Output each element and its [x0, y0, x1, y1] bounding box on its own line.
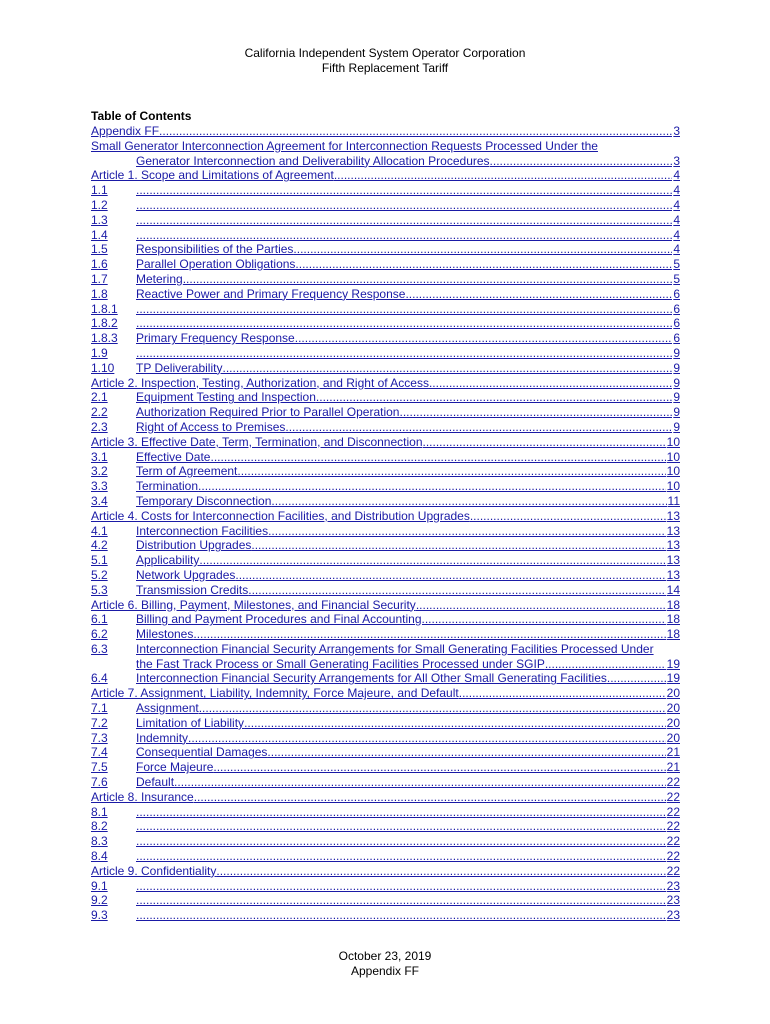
table-of-contents — [91, 124, 680, 923]
toc-entry-page[interactable]: 6 — [673, 301, 680, 316]
toc-entry[interactable] — [91, 819, 680, 834]
toc-entry-number[interactable]: 3.4 — [91, 493, 108, 508]
toc-entry-page[interactable]: 21 — [666, 745, 680, 760]
toc-entry-number[interactable]: 7.6 — [91, 775, 108, 790]
toc-entry[interactable] — [91, 642, 680, 657]
toc-entry-leader — [136, 198, 672, 213]
toc-entry-leader — [416, 598, 666, 613]
toc-entry-title[interactable]: Interconnection Facilities — [136, 523, 269, 538]
toc-entry-number[interactable]: 9.2 — [91, 893, 108, 908]
toc-entry-title[interactable]: Billing and Payment Procedures and Final Accounting — [136, 612, 422, 627]
toc-entry-title[interactable]: Indemnity — [136, 730, 189, 745]
toc-entry-leader — [216, 864, 665, 879]
toc-entry-leader — [136, 908, 666, 923]
toc-entry[interactable] — [91, 612, 680, 627]
toc-entry-title[interactable]: Article 6. Billing, Payment, Milestones, and Financial Security — [91, 597, 416, 612]
toc-entry-page[interactable]: 18 — [666, 612, 680, 627]
toc-entry-number[interactable]: 7.1 — [91, 701, 108, 716]
toc-entry-leader — [136, 819, 666, 834]
toc-entry[interactable] — [91, 775, 680, 790]
toc-entry-page[interactable]: 5 — [673, 257, 680, 272]
toc-entry-leader — [334, 168, 673, 183]
toc-entry-title[interactable]: Applicability — [136, 553, 200, 568]
toc-entry[interactable] — [91, 879, 680, 894]
toc-entry[interactable] — [91, 450, 680, 465]
toc-entry-leader — [399, 405, 672, 420]
toc-entry-number[interactable]: 6.1 — [91, 612, 108, 627]
toc-entry-number[interactable]: 2.2 — [91, 405, 108, 420]
toc-entry-number[interactable]: 3.2 — [91, 464, 108, 479]
toc-entry-page[interactable]: 10 — [666, 479, 680, 494]
toc-entry-number[interactable]: 1.3 — [91, 212, 108, 227]
toc-entry-page[interactable]: 13 — [666, 538, 680, 553]
toc-entry-page[interactable]: 6 — [673, 316, 680, 331]
toc-entry-leader — [183, 272, 673, 287]
toc-entry-page[interactable]: 22 — [666, 863, 680, 878]
toc-entry-page[interactable]: 3 — [673, 153, 680, 168]
toc-entry-leader — [136, 316, 672, 331]
toc-entry-leader — [136, 879, 666, 894]
toc-entry-page[interactable]: 10 — [666, 434, 680, 449]
toc-entry[interactable] — [91, 124, 680, 139]
toc-entry-page[interactable]: 22 — [666, 804, 680, 819]
toc-entry-page[interactable]: 19 — [666, 671, 680, 686]
toc-entry[interactable] — [91, 405, 680, 420]
toc-entry[interactable] — [91, 228, 680, 243]
toc-entry-number[interactable]: 7.5 — [91, 760, 108, 775]
toc-entry-title[interactable]: Interconnection Financial Security Arrangements for All Other Small Generating Facilities — [136, 671, 607, 686]
toc-entry-page[interactable]: 19 — [666, 656, 680, 671]
toc-entry-number[interactable]: 1.6 — [91, 257, 108, 272]
toc-entry-page[interactable]: 23 — [666, 908, 680, 923]
toc-entry[interactable] — [91, 568, 680, 583]
footer-date: October 23, 2019 — [338, 949, 432, 963]
page-header — [0, 46, 770, 76]
toc-entry[interactable] — [91, 686, 680, 701]
toc-entry-number[interactable]: 1.10 — [91, 360, 115, 375]
footer-label: Appendix FF — [350, 964, 420, 978]
toc-entry-page[interactable]: 4 — [673, 197, 680, 212]
toc-entry[interactable] — [91, 494, 680, 509]
toc-entry-page[interactable]: 20 — [666, 715, 680, 730]
toc-entry-page[interactable]: 4 — [673, 242, 680, 257]
toc-entry-number[interactable]: 7.4 — [91, 745, 108, 760]
toc-entry-title[interactable]: Reactive Power and Primary Frequency Response — [136, 286, 406, 301]
toc-entry-title[interactable]: Generator Interconnection and Deliverability Allocation Procedures — [136, 153, 490, 168]
toc-entry-leader — [405, 287, 672, 302]
toc-entry-number[interactable]: 6.3 — [91, 641, 108, 656]
toc-entry-page[interactable]: 13 — [666, 508, 680, 523]
toc-entry-page[interactable]: 18 — [666, 597, 680, 612]
toc-entry-leader — [470, 509, 666, 524]
toc-entry-page[interactable]: 20 — [666, 730, 680, 745]
toc-entry[interactable] — [91, 183, 680, 198]
toc-entry-page[interactable]: 4 — [673, 183, 680, 198]
toc-entry-title[interactable]: Small Generator Interconnection Agreement for Interconnection Requests Processed Under the — [91, 138, 598, 153]
toc-entry-title[interactable]: Article 7. Assignment, Liability, Indemnity, Force Majeure, and Default — [91, 686, 459, 701]
toc-entry-number[interactable]: 1.8.3 — [91, 331, 118, 346]
toc-entry-page[interactable]: 23 — [666, 878, 680, 893]
toc-entry-page[interactable]: 23 — [666, 893, 680, 908]
toc-entry-page[interactable]: 6 — [673, 286, 680, 301]
toc-entry-title[interactable]: Article 4. Costs for Interconnection Facilities, and Distribution Upgrades — [91, 508, 470, 523]
toc-entry-number[interactable]: 3.1 — [91, 449, 108, 464]
toc-entry-leader — [237, 464, 665, 479]
toc-entry-title[interactable]: Responsibilities of the Parties — [136, 242, 294, 257]
toc-entry[interactable] — [91, 701, 680, 716]
toc-entry[interactable] — [91, 331, 680, 346]
toc-entry-number[interactable]: 3.3 — [91, 479, 108, 494]
toc-entry-title[interactable]: Primary Frequency Response. — [136, 331, 299, 346]
toc-entry-leader — [285, 420, 672, 435]
toc-entry-number[interactable]: 5.1 — [91, 553, 108, 568]
toc-entry[interactable] — [91, 805, 680, 820]
toc-entry-title[interactable]: Article 9. Confidentiality — [91, 863, 217, 878]
toc-entry[interactable] — [91, 760, 680, 775]
toc-entry-leader — [194, 790, 666, 805]
toc-entry[interactable] — [91, 346, 680, 361]
toc-entry-leader — [267, 745, 665, 760]
toc-entry[interactable] — [91, 731, 680, 746]
toc-entry-title[interactable]: Effective Date — [136, 449, 211, 464]
toc-entry-page[interactable]: 6 — [673, 331, 680, 346]
toc-entry-title[interactable]: Limitation of Liability — [136, 715, 245, 730]
toc-entry-number[interactable]: 7.2 — [91, 715, 108, 730]
toc-entry-title[interactable]: Equipment Testing and Inspection — [136, 390, 316, 405]
toc-entry-leader — [136, 183, 672, 198]
toc-entry-number[interactable]: 9.3 — [91, 908, 108, 923]
toc-entry-title[interactable]: Article 3. Effective Date, Term, Termination, and Disconnection — [91, 434, 423, 449]
toc-entry-leader — [429, 376, 672, 391]
toc-entry[interactable] — [91, 479, 680, 494]
toc-entry-leader — [251, 538, 665, 553]
toc-entry-title[interactable]: Default — [136, 775, 175, 790]
toc-entry-number[interactable]: 1.8 — [91, 286, 108, 301]
toc-entry[interactable] — [91, 524, 680, 539]
toc-entry-number[interactable]: 1.5 — [91, 242, 108, 257]
toc-entry-title[interactable]: Metering — [136, 271, 183, 286]
toc-entry[interactable] — [91, 376, 680, 391]
toc-entry-leader — [188, 731, 666, 746]
toc-entry-leader — [244, 716, 666, 731]
toc-entry[interactable] — [91, 583, 680, 598]
toc-entry[interactable] — [91, 864, 680, 879]
toc-entry-title[interactable]: Article 1. Scope and Limitations of Agreement — [91, 168, 334, 183]
toc-entry-number[interactable]: 1.4 — [91, 227, 108, 242]
toc-entry-page[interactable]: 9 — [673, 360, 680, 375]
toc-entry-page[interactable]: 18 — [666, 627, 680, 642]
toc-entry-title[interactable]: Interconnection Financial Security Arrangements for Small Generating Facilities Processed Under — [136, 641, 654, 656]
toc-entry-leader — [136, 228, 672, 243]
toc-entry-leader — [235, 568, 665, 583]
toc-entry-page[interactable]: 10 — [666, 449, 680, 464]
toc-entry[interactable] — [91, 272, 680, 287]
toc-entry-number[interactable]: 1.2 — [91, 197, 108, 212]
toc-entry-leader — [198, 479, 666, 494]
toc-entry-page[interactable]: 9 — [673, 345, 680, 360]
toc-entry-leader — [136, 346, 672, 361]
toc-entry[interactable] — [91, 834, 680, 849]
toc-entry-page[interactable]: 4 — [673, 168, 680, 183]
toc-entry[interactable] — [91, 435, 680, 450]
toc-entry-number[interactable]: 2.3 — [91, 419, 108, 434]
toc-entry[interactable] — [91, 745, 680, 760]
toc-entry-title[interactable]: Term of Agreement — [136, 464, 238, 479]
toc-entry-number[interactable]: 8.4 — [91, 849, 108, 864]
toc-entry[interactable] — [91, 849, 680, 864]
toc-entry-number[interactable]: 8.2 — [91, 819, 108, 834]
toc-entry-page[interactable]: 5 — [673, 271, 680, 286]
toc-entry-leader — [607, 671, 666, 686]
toc-entry-page[interactable]: 22 — [666, 819, 680, 834]
toc-entry[interactable] — [91, 598, 680, 613]
toc-entry-page[interactable]: 9 — [673, 390, 680, 405]
toc-entry-number[interactable]: 2.1 — [91, 390, 108, 405]
toc-entry-title[interactable]: Force Majeure — [136, 760, 214, 775]
toc-entry-leader — [545, 657, 666, 672]
toc-entry-number[interactable]: 8.3 — [91, 834, 108, 849]
toc-heading: Table of Contents — [91, 109, 192, 123]
toc-entry-number[interactable]: 8.1 — [91, 804, 108, 819]
toc-entry-title[interactable]: Network Upgrades — [136, 567, 236, 582]
toc-entry-page[interactable]: 13 — [666, 553, 680, 568]
toc-entry[interactable] — [91, 627, 680, 642]
toc-entry-title[interactable]: Termination — [136, 479, 199, 494]
toc-entry-page[interactable]: 3 — [673, 124, 680, 138]
toc-entry-page[interactable]: 22 — [666, 834, 680, 849]
toc-entry-title[interactable]: Distribution Upgrades — [136, 538, 252, 553]
toc-entry-page[interactable]: 21 — [666, 760, 680, 775]
toc-entry[interactable] — [91, 198, 680, 213]
toc-entry-leader — [423, 435, 666, 450]
toc-entry-leader — [248, 583, 665, 598]
toc-entry[interactable] — [91, 316, 680, 331]
toc-entry[interactable] — [91, 257, 680, 272]
toc-entry-page[interactable]: 22 — [666, 775, 680, 790]
toc-entry[interactable] — [91, 716, 680, 731]
toc-entry[interactable] — [91, 657, 680, 672]
toc-entry[interactable] — [91, 893, 680, 908]
toc-entry[interactable] — [91, 242, 680, 257]
toc-entry[interactable] — [91, 538, 680, 553]
toc-entry-leader — [174, 775, 666, 790]
toc-entry[interactable] — [91, 790, 680, 805]
toc-entry-title[interactable]: Temporary Disconnection — [136, 493, 272, 508]
toc-entry[interactable] — [91, 671, 680, 686]
toc-entry-title[interactable]: Appendix FF — [91, 124, 160, 138]
toc-entry-title[interactable]: Assignment — [136, 701, 199, 716]
toc-entry-page[interactable]: 9 — [673, 419, 680, 434]
toc-entry-leader — [159, 124, 672, 139]
toc-entry-leader — [316, 390, 672, 405]
toc-entry-page[interactable]: 9 — [673, 375, 680, 390]
toc-entry-number[interactable]: 1.8.1 — [91, 301, 118, 316]
toc-entry-number[interactable]: 4.1 — [91, 523, 108, 538]
toc-entry-number[interactable]: 5.3 — [91, 582, 108, 597]
toc-entry-number[interactable]: 4.2 — [91, 538, 108, 553]
toc-entry[interactable] — [91, 509, 680, 524]
toc-entry-leader — [199, 701, 666, 716]
toc-entry-leader — [271, 494, 666, 509]
toc-entry-leader — [293, 242, 672, 257]
toc-entry[interactable] — [91, 908, 680, 923]
toc-entry-leader — [268, 524, 666, 539]
toc-entry-leader — [136, 893, 666, 908]
toc-entry-page[interactable]: 10 — [666, 464, 680, 479]
toc-entry-title[interactable]: Authorization Required Prior to Parallel Operation — [136, 405, 400, 420]
toc-entry-leader — [136, 849, 666, 864]
toc-entry-number[interactable]: 5.2 — [91, 567, 108, 582]
toc-entry-page[interactable]: 22 — [666, 849, 680, 864]
toc-entry-number[interactable]: 1.7 — [91, 271, 108, 286]
toc-entry-leader — [136, 213, 672, 228]
toc-entry[interactable] — [91, 553, 680, 568]
toc-entry[interactable] — [91, 213, 680, 228]
page-footer — [0, 949, 770, 979]
toc-entry-leader — [459, 686, 666, 701]
toc-entry-leader — [199, 553, 665, 568]
header-organization: California Independent System Operator Corporation — [244, 46, 526, 60]
toc-entry-page[interactable]: 4 — [673, 212, 680, 227]
toc-entry-page[interactable]: 13 — [666, 567, 680, 582]
toc-entry-title[interactable]: the Fast Track Process or Small Generating Facilities Processed under SGIP — [136, 656, 545, 671]
toc-entry-number[interactable]: 9.1 — [91, 878, 108, 893]
toc-entry[interactable] — [91, 168, 680, 183]
toc-entry[interactable] — [91, 154, 680, 169]
toc-entry-leader — [222, 361, 672, 376]
toc-entry-page[interactable]: 13 — [666, 523, 680, 538]
toc-entry-title[interactable]: Consequential Damages — [136, 745, 268, 760]
toc-entry-page[interactable]: 14 — [666, 582, 680, 597]
toc-entry-page[interactable]: 9 — [673, 405, 680, 420]
toc-entry-page[interactable]: 20 — [666, 701, 680, 716]
toc-entry-page[interactable]: 20 — [666, 686, 680, 701]
toc-entry-page[interactable]: 22 — [666, 789, 680, 804]
toc-entry-leader — [136, 834, 666, 849]
toc-entry[interactable] — [91, 287, 680, 302]
toc-entry-title[interactable]: Article 2. Inspection, Testing, Authorization, and Right of Access — [91, 375, 429, 390]
toc-entry-leader — [490, 154, 673, 169]
toc-entry[interactable] — [91, 361, 680, 376]
toc-entry-page[interactable]: 4 — [673, 227, 680, 242]
toc-entry-leader — [193, 627, 665, 642]
toc-entry-leader — [213, 760, 665, 775]
toc-entry-leader — [298, 331, 672, 346]
toc-entry-leader — [136, 302, 672, 317]
toc-entry-title[interactable]: Transmission Credits — [136, 582, 249, 597]
toc-entry-number[interactable]: 1.8.2 — [91, 316, 118, 331]
toc-entry-title[interactable]: Milestones — [136, 627, 194, 642]
toc-entry-title[interactable]: Article 8. Insurance — [91, 789, 194, 804]
toc-entry-page[interactable]: 11 — [667, 493, 680, 508]
toc-entry[interactable] — [91, 420, 680, 435]
toc-entry-number[interactable]: 6.4 — [91, 671, 108, 686]
header-tariff: Fifth Replacement Tariff — [321, 61, 449, 75]
toc-entry-title[interactable]: Right of Access to Premises — [136, 419, 286, 434]
toc-entry-title[interactable]: Parallel Operation Obligations — [136, 257, 296, 272]
toc-entry-leader — [295, 257, 672, 272]
toc-entry-leader — [136, 805, 666, 820]
toc-entry[interactable] — [91, 302, 680, 317]
toc-entry-number[interactable]: 7.3 — [91, 730, 108, 745]
toc-entry-leader — [422, 612, 666, 627]
toc-entry-number[interactable]: 6.2 — [91, 627, 108, 642]
toc-entry-leader — [210, 450, 665, 465]
toc-entry[interactable] — [91, 139, 680, 154]
toc-entry-number[interactable]: 1.1 — [91, 183, 108, 198]
toc-entry-number[interactable]: 1.9 — [91, 345, 108, 360]
toc-entry-title[interactable]: TP Deliverability — [136, 360, 223, 375]
toc-entry[interactable] — [91, 390, 680, 405]
toc-entry[interactable] — [91, 464, 680, 479]
